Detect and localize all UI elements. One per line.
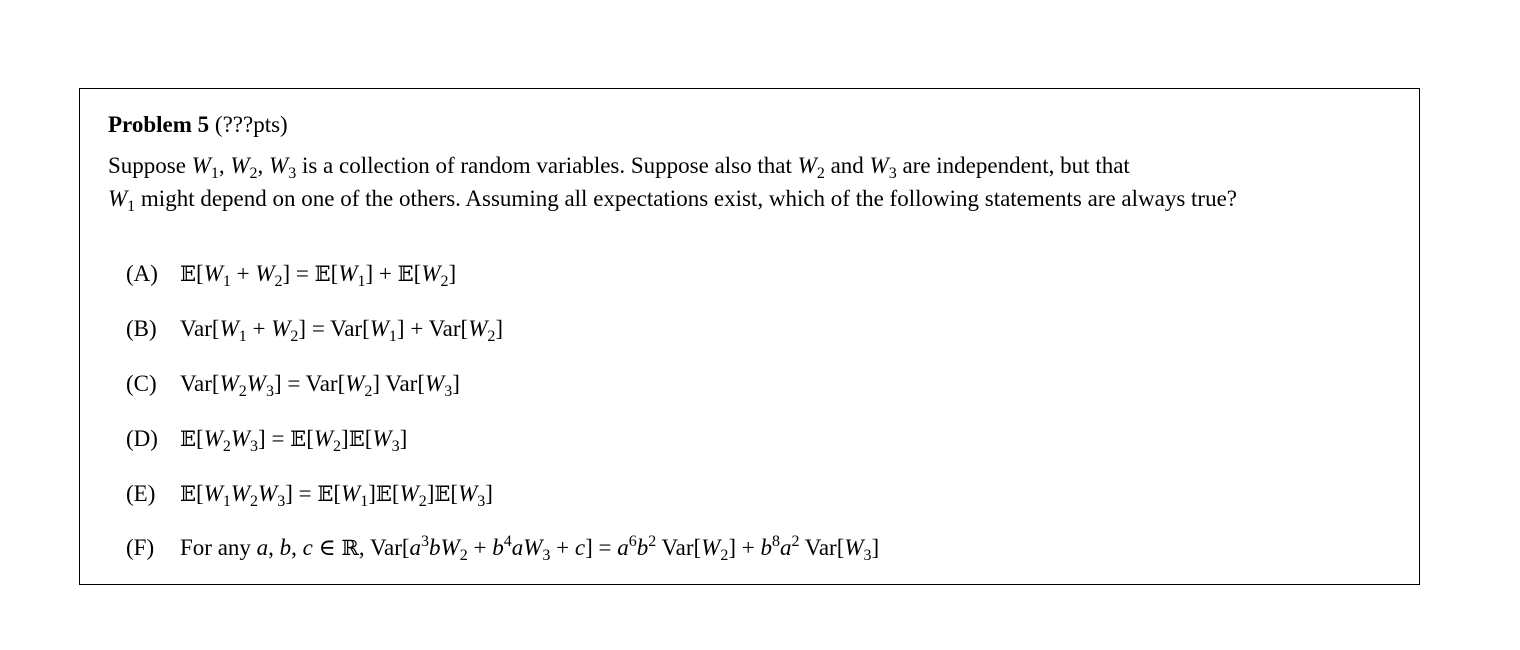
option-label: (A)	[126, 261, 158, 286]
option-f	[126, 533, 879, 563]
option-label: (D)	[126, 426, 158, 451]
option-formula: $𝔼[W_2W_3]$ = $𝔼[W_2]𝔼[W_3]$	[180, 426, 408, 455]
option-d	[126, 424, 407, 454]
option-label: (C)	[126, 371, 157, 396]
option-formula: For any a, b, c ∈ ℝ, $Var[a^3bW_2 + b^4aW_3 + c] = a^6b^2$ $Var[W_2] + b^8a^2$ $Var[W_3]$	[180, 533, 880, 564]
option-c	[126, 369, 460, 399]
problem-statement: Suppose $W_1$, $W_2$, $W_3$ is a collection of random variables. Suppose also that $W_2$ and $W_3$ are independent, but that $W_1$ might depend on one of the others. Assuming all expectations exist, which of the following statements are always true?	[108, 153, 1237, 215]
option-label: (F)	[126, 535, 155, 560]
option-formula: $𝔼[W_1 + W_2]$ = $𝔼[W_1]$ + $𝔼[W_2]$	[180, 261, 457, 290]
option-label: (E)	[126, 481, 156, 506]
option-formula: $𝔼[W_1W_2W_3]$ = $𝔼[W_1]𝔼[W_2]𝔼[W_3]$	[180, 481, 493, 510]
problem-header	[108, 110, 288, 140]
problem-title: Problem 5	[108, 112, 210, 137]
option-a	[126, 259, 456, 289]
option-b	[126, 314, 503, 344]
option-label: (B)	[126, 316, 157, 341]
option-e	[126, 479, 493, 509]
option-formula: $Var[W_1 + W_2] = Var[W_1] + Var[W_2]$	[180, 316, 504, 345]
option-formula: $Var[W_2W_3] = Var[W_2]$ $Var[W_3]$	[180, 371, 460, 400]
problem-points: (???pts)	[214, 112, 288, 137]
